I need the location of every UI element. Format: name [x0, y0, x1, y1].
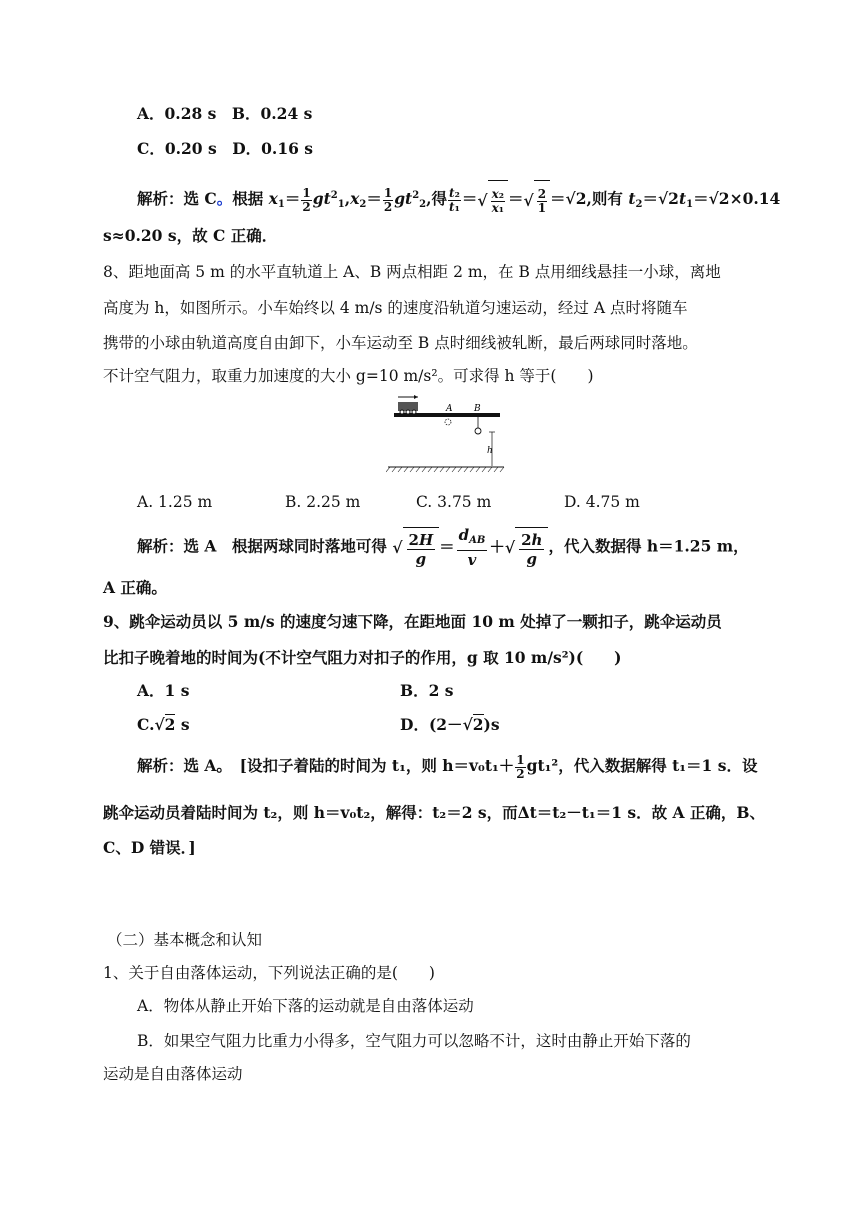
q8-option-d: D. 4.75 m	[564, 493, 640, 511]
q8-option-b: B. 2.25 m	[285, 493, 361, 511]
sec2-q1-option-b-2: 运动是自由落体运动	[103, 1065, 243, 1083]
ball-a	[445, 419, 451, 425]
q8-solution-line-2: A 正确。	[103, 578, 167, 597]
q8-line-3: 携带的小球由轨道高度自由卸下，小车运动至 B 点时细线被轧断，最后两球同时落地。	[103, 334, 698, 352]
solution-prefix: 解析：选 C	[137, 189, 217, 208]
q8-solution-prefix: 解析：选 A 根据两球同时落地可得	[137, 536, 387, 556]
q8-line-1: 8、距地面高 5 m 的水平直轨道上 A、B 两点相距 2 m，在 B 点用细线悬挂一小球，离地	[103, 263, 721, 281]
formula-t2: $t_2=√2t_1=√2\times 0.14$	[628, 189, 781, 210]
sec2-q1-option-a: A．物体从静止开始下落的运动就是自由落体运动	[137, 997, 474, 1015]
label-b: B	[474, 404, 481, 414]
formula-x1: $x_1=$ $\frac{1}{2}$ $gt^2_1,x_2=$ $\frac{1}{2}$ $gt^2_2$,得 $\frac{\text{t₂}}{\text{t₁}}$ ＝√ $\frac{\text{x₂}}{\text{x₁}}$ ＝√ $\frac{2}{1}$ ＝√2,	[269, 189, 592, 208]
label-a: A	[446, 404, 453, 414]
q8-figure	[386, 392, 508, 476]
q9-line-1: 9、跳伞运动员以 5 m/s 的速度匀速下降，在距地面 10 m 处掉了一颗扣子，跳伞运动员	[103, 612, 722, 631]
q9-solution-line-2: 跳伞运动员着陆时间为 t₂，则 h＝v₀t₂，解得：t₂＝2 s，而Δt＝t₂－t₁＝1 s．故 A 正确，B、	[103, 803, 766, 822]
q9-option-c: C.√2 s	[137, 715, 190, 734]
q9-solution-line-3: C、D 错误．]	[103, 838, 196, 857]
solution-line-2: s≈0.20 s，故 C 正确．	[103, 226, 278, 245]
q8-line-4: 不计空气阻力，取重力加速度的大小 g=10 m/s²。可求得 h 等于( )	[103, 367, 594, 385]
q9-option-b: B．2 s	[400, 681, 454, 700]
q9-option-a: A．1 s	[137, 681, 190, 700]
q8-solution-suffix: ，代入数据得 h＝1.25 m，	[548, 536, 749, 556]
solution-line	[137, 176, 780, 225]
ball-b	[475, 428, 481, 434]
sec2-q1-option-b-1: B．如果空气阻力比重力小得多，空气阻力可以忽略不计，这时由静止开始下落的	[137, 1032, 691, 1050]
solution-then: 则有	[591, 189, 623, 208]
q8-option-c: C. 3.75 m	[416, 493, 492, 511]
q8-formula: √ $\frac{2H}{g}$ ＝ $d_{AB}$ v ＋√ $\frac{2h}{g}$	[392, 537, 548, 556]
q8-solution	[137, 526, 749, 569]
option-ab: A．0.28 s B．0.24 s	[137, 104, 313, 123]
section-heading: （二）基本概念和认知	[107, 931, 263, 949]
q9-solution-line-1: 解析：选 A。 [设扣子着陆的时间为 t₁，则 h＝v₀t₁＋ $\frac{1}{2}$ gt₁²，代入数据解得 t₁＝1 s．设	[137, 752, 758, 781]
label-h: h	[487, 446, 493, 456]
q9-line-2: 比扣子晚着地的时间为(不计空气阻力对扣子的作用，g 取 10 m/s²)( )	[103, 648, 622, 667]
solution-dot: 。	[216, 189, 233, 208]
option-cd: C．0.20 s D．0.16 s	[137, 139, 314, 158]
q9-option-d: D．(2－√2)s	[400, 715, 500, 734]
sec2-q1: 1、关于自由落体运动，下列说法正确的是( )	[103, 964, 435, 982]
solution-text: 根据	[232, 189, 264, 208]
q8-line-2: 高度为 h，如图所示。小车始终以 4 m/s 的速度沿轨道匀速运动，经过 A 点时将随车	[103, 299, 688, 317]
q8-option-a: A. 1.25 m	[137, 493, 213, 511]
